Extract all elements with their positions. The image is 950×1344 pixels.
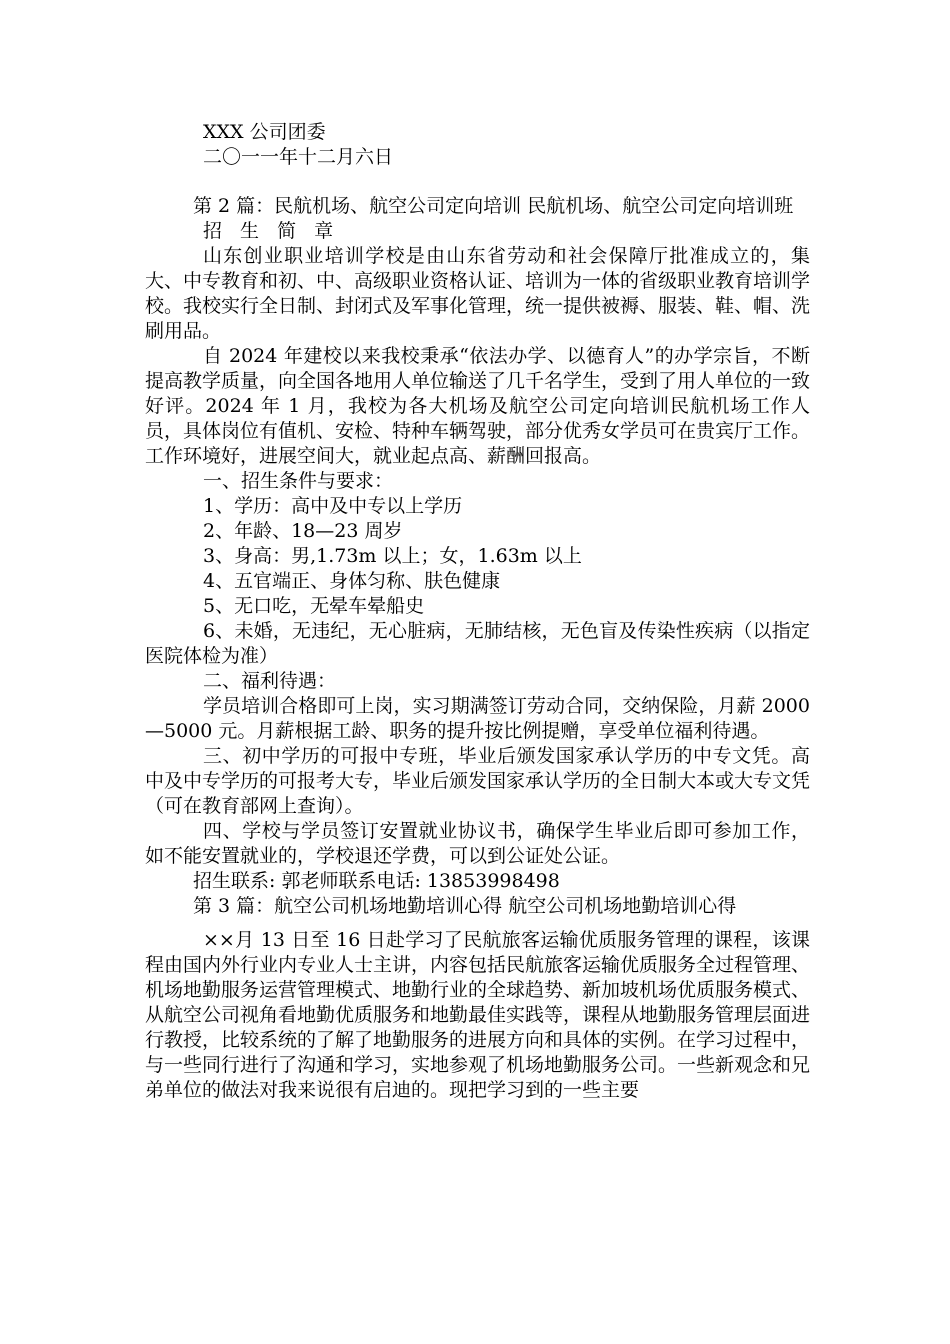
- section1-title: 一、招生条件与要求：: [203, 470, 394, 492]
- requirement-4: 4、五官端正、身体匀称、肤色健康: [203, 570, 501, 592]
- requirement-2: 2、年龄、18—23 周岁: [203, 520, 403, 542]
- welfare-paragraph: 学员培训合格即可上岗，实习期满签订劳动合同，交纳保险，月薪 2000—5000 元。月薪根据工龄、职务的提升按比例提赠，享受单位福利待遇。: [145, 695, 810, 742]
- article2-heading: 第 2 篇：民航机场、航空公司定向培训 民航机场、航空公司定向培训班: [193, 195, 794, 217]
- article3-body: ××月 13 日至 16 日赴学习了民航旅客运输优质服务管理的课程，该课程由国内外行业内专业人士主讲，内容包括民航旅客运输优质服务全过程管理、机场地勤服务运营管理模式、地勤行业的全球趋势、新加坡机场优质服务模式、从航空公司视角看地勤优质服务和地勤最佳实践等，课程从地勤服务管理层面进行教授，比较系统的了解了地勤服务的进展方向和具体的实例。在学习过程中，与一些同行进行了沟通和学习，实地参观了机场地勤服务公司。一些新观念和兄弟单位的做法对我来说很有启迪的。现把学习到的一些主要: [145, 929, 811, 1101]
- article2-subtitle: 招 生 简 章: [203, 220, 340, 242]
- article2-intro1: 山东创业职业培训学校是由山东省劳动和社会保障厅批准成立的，集大、中专教育和初、中、高级职业资格认证、培训为一体的省级职业教育培训学校。我校实行全日制、封闭式及军事化管理，统一提供被褥、服装、鞋、帽、洗刷用品。: [145, 245, 811, 342]
- article3-heading: 第 3 篇：航空公司机场地勤培训心得 航空公司机场地勤培训心得: [193, 895, 737, 917]
- signature-date: 二〇一一年十二月六日: [203, 146, 394, 168]
- section4-paragraph: 四、学校与学员签订安置就业协议书，确保学生毕业后即可参加工作，如不能安置就业的，学校退还学费，可以到公证处公证。: [145, 820, 810, 867]
- requirement-3: 3、身高：男,1.73m 以上；女，1.63m 以上: [203, 545, 582, 567]
- section2-title: 二、福利待遇：: [203, 670, 337, 692]
- requirement-5: 5、无口吃，无晕车晕船史: [203, 595, 425, 617]
- article2-intro2: 自 2024 年建校以来我校秉承“依法办学、以德育人”的办学宗旨，不断提高教学质量，向全国各地用人单位输送了几千名学生，受到了用人单位的一致好评。2024 年 1 月，我校为各大机场及航空公司定向培训民航机场工作人员，具体岗位有值机、安检、特种车辆驾驶，部分优秀女学员可在贵宾厅工作。工作环境好，进展空间大，就业起点高、薪酬回报高。: [145, 345, 811, 467]
- contact-line: 招生联系: 郭老师联系电话: 13853998498: [193, 870, 560, 892]
- requirement-1: 1、学历：高中及中专以上学历: [203, 495, 463, 517]
- requirement-6: 6、未婚，无违纪，无心脏病，无肺结核，无色盲及传染性疾病（以指定医院体检为准）: [145, 620, 810, 667]
- section3-paragraph: 三、初中学历的可报中专班，毕业后颁发国家承认学历的中专文凭。高中及中专学历的可报考大专，毕业后颁发国家承认学历的全日制大本或大专文凭（可在教育部网上查询）。: [145, 745, 811, 817]
- document-body: [145, 120, 810, 1103]
- signature-org: XXX 公司团委: [203, 121, 326, 143]
